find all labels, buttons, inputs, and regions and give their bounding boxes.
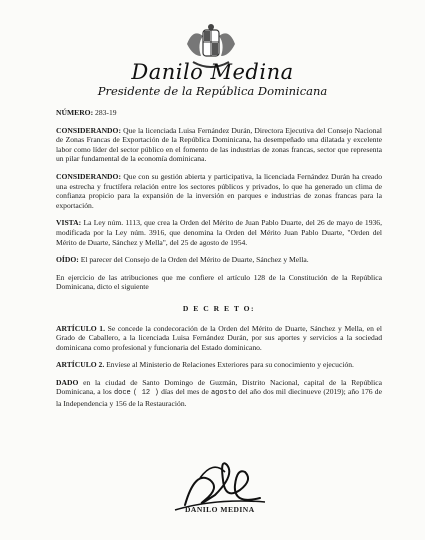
- articulo-2-text: Envíese al Ministerio de Relaciones Exteriores para su conocimiento y ejecución.: [106, 360, 354, 370]
- considerando-1-label: CONSIDERANDO:: [56, 125, 121, 135]
- vista-label: VISTA:: [56, 218, 82, 228]
- dado-paragraph: [56, 378, 382, 409]
- articulo-2-label: ARTÍCULO 2.: [56, 360, 105, 370]
- oido-text: El parecer del Consejo de la Orden del Mérito de Duarte, Sánchez y Mella.: [80, 255, 309, 265]
- dado-label: DADO: [56, 377, 79, 387]
- considerando-1-text: Que la licenciada Luisa Fernández Durán, Directora Ejecutiva del Consejo Nacional de Zonas Francas de Exportación de la República Dominicana, ha desempeñado una dilatada y excelente labor como líder del sector público en el fomento de las industrias de zonas francas, sector que representa un pilar fundamental de la economía dominicana.: [56, 125, 382, 164]
- president-name: Danilo Medina: [131, 60, 294, 84]
- articulo-1-text: Se concede la condecoración de la Orden del Mérito de Duarte, Sánchez y Mella, en el Grado de Caballero, a la licenciada Luisa Fernández Durán, por sus aportes y servicios a la sociedad dominicana como profesional y funcionaria del Estado dominicano.: [56, 323, 382, 352]
- considerando-2-text: Que con su gestión abierta y participativa, la licenciada Fernández Durán ha creado una estrecha y fructífera relación entre los sectores públicos y privados, lo que ha generado un clima de confianza propicio para la expansión de la inversión en parques e industrias de zonas francas para la exportación.: [56, 171, 382, 210]
- dado-day-number: ( 12 ): [133, 389, 159, 398]
- considerando-2-label: CONSIDERANDO:: [56, 171, 121, 181]
- articulo-1-label: ARTÍCULO 1.: [56, 323, 105, 333]
- considerando-2-paragraph: [56, 172, 382, 210]
- signature-printed-name: DANILO MEDINA: [185, 505, 255, 514]
- vista-paragraph: [56, 218, 382, 247]
- dado-text-c: del año dos mil diecinueve (2019); año 176 de la Independencia y 156 de la Restauración.: [56, 387, 382, 409]
- number-label: NÚMERO:: [56, 108, 94, 117]
- oido-paragraph: [56, 255, 382, 265]
- preamble-paragraph: En ejercicio de las atribuciones que me confiere el artículo 128 de la Constitución de la República Dominicana, dicto el siguiente: [56, 272, 382, 292]
- oido-label: OÍDO:: [56, 255, 79, 265]
- articulo-1-paragraph: [56, 324, 382, 353]
- number-value: 283-19: [95, 108, 117, 117]
- decree-number: [56, 108, 382, 118]
- vista-text: La Ley núm. 1113, que crea la Orden del Mérito de Juan Pablo Duarte, del 26 de mayo de 1936, modificada por la Ley núm. 3916, que denomina la Orden del Mérito Juan Pablo Duarte, "Orden del Mérito de Duarte, Sánchez y Mella", del 25 de agosto de 1954.: [56, 218, 382, 247]
- decree-body: [56, 108, 382, 417]
- dado-month: agosto: [210, 389, 237, 398]
- articulo-2-paragraph: [56, 360, 382, 370]
- decree-title: D E C R E T O:: [182, 303, 256, 313]
- considerando-1-paragraph: [56, 126, 382, 164]
- presidency-title: Presidente de la República Dominicana: [97, 84, 328, 98]
- dado-day-words: doce: [113, 389, 131, 398]
- dado-text-b: días del mes de: [161, 387, 209, 397]
- dado-text-a: en la ciudad de Santo Domingo de Guzmán, Distrito Nacional, capital de la República Dominicana, a los: [56, 377, 382, 397]
